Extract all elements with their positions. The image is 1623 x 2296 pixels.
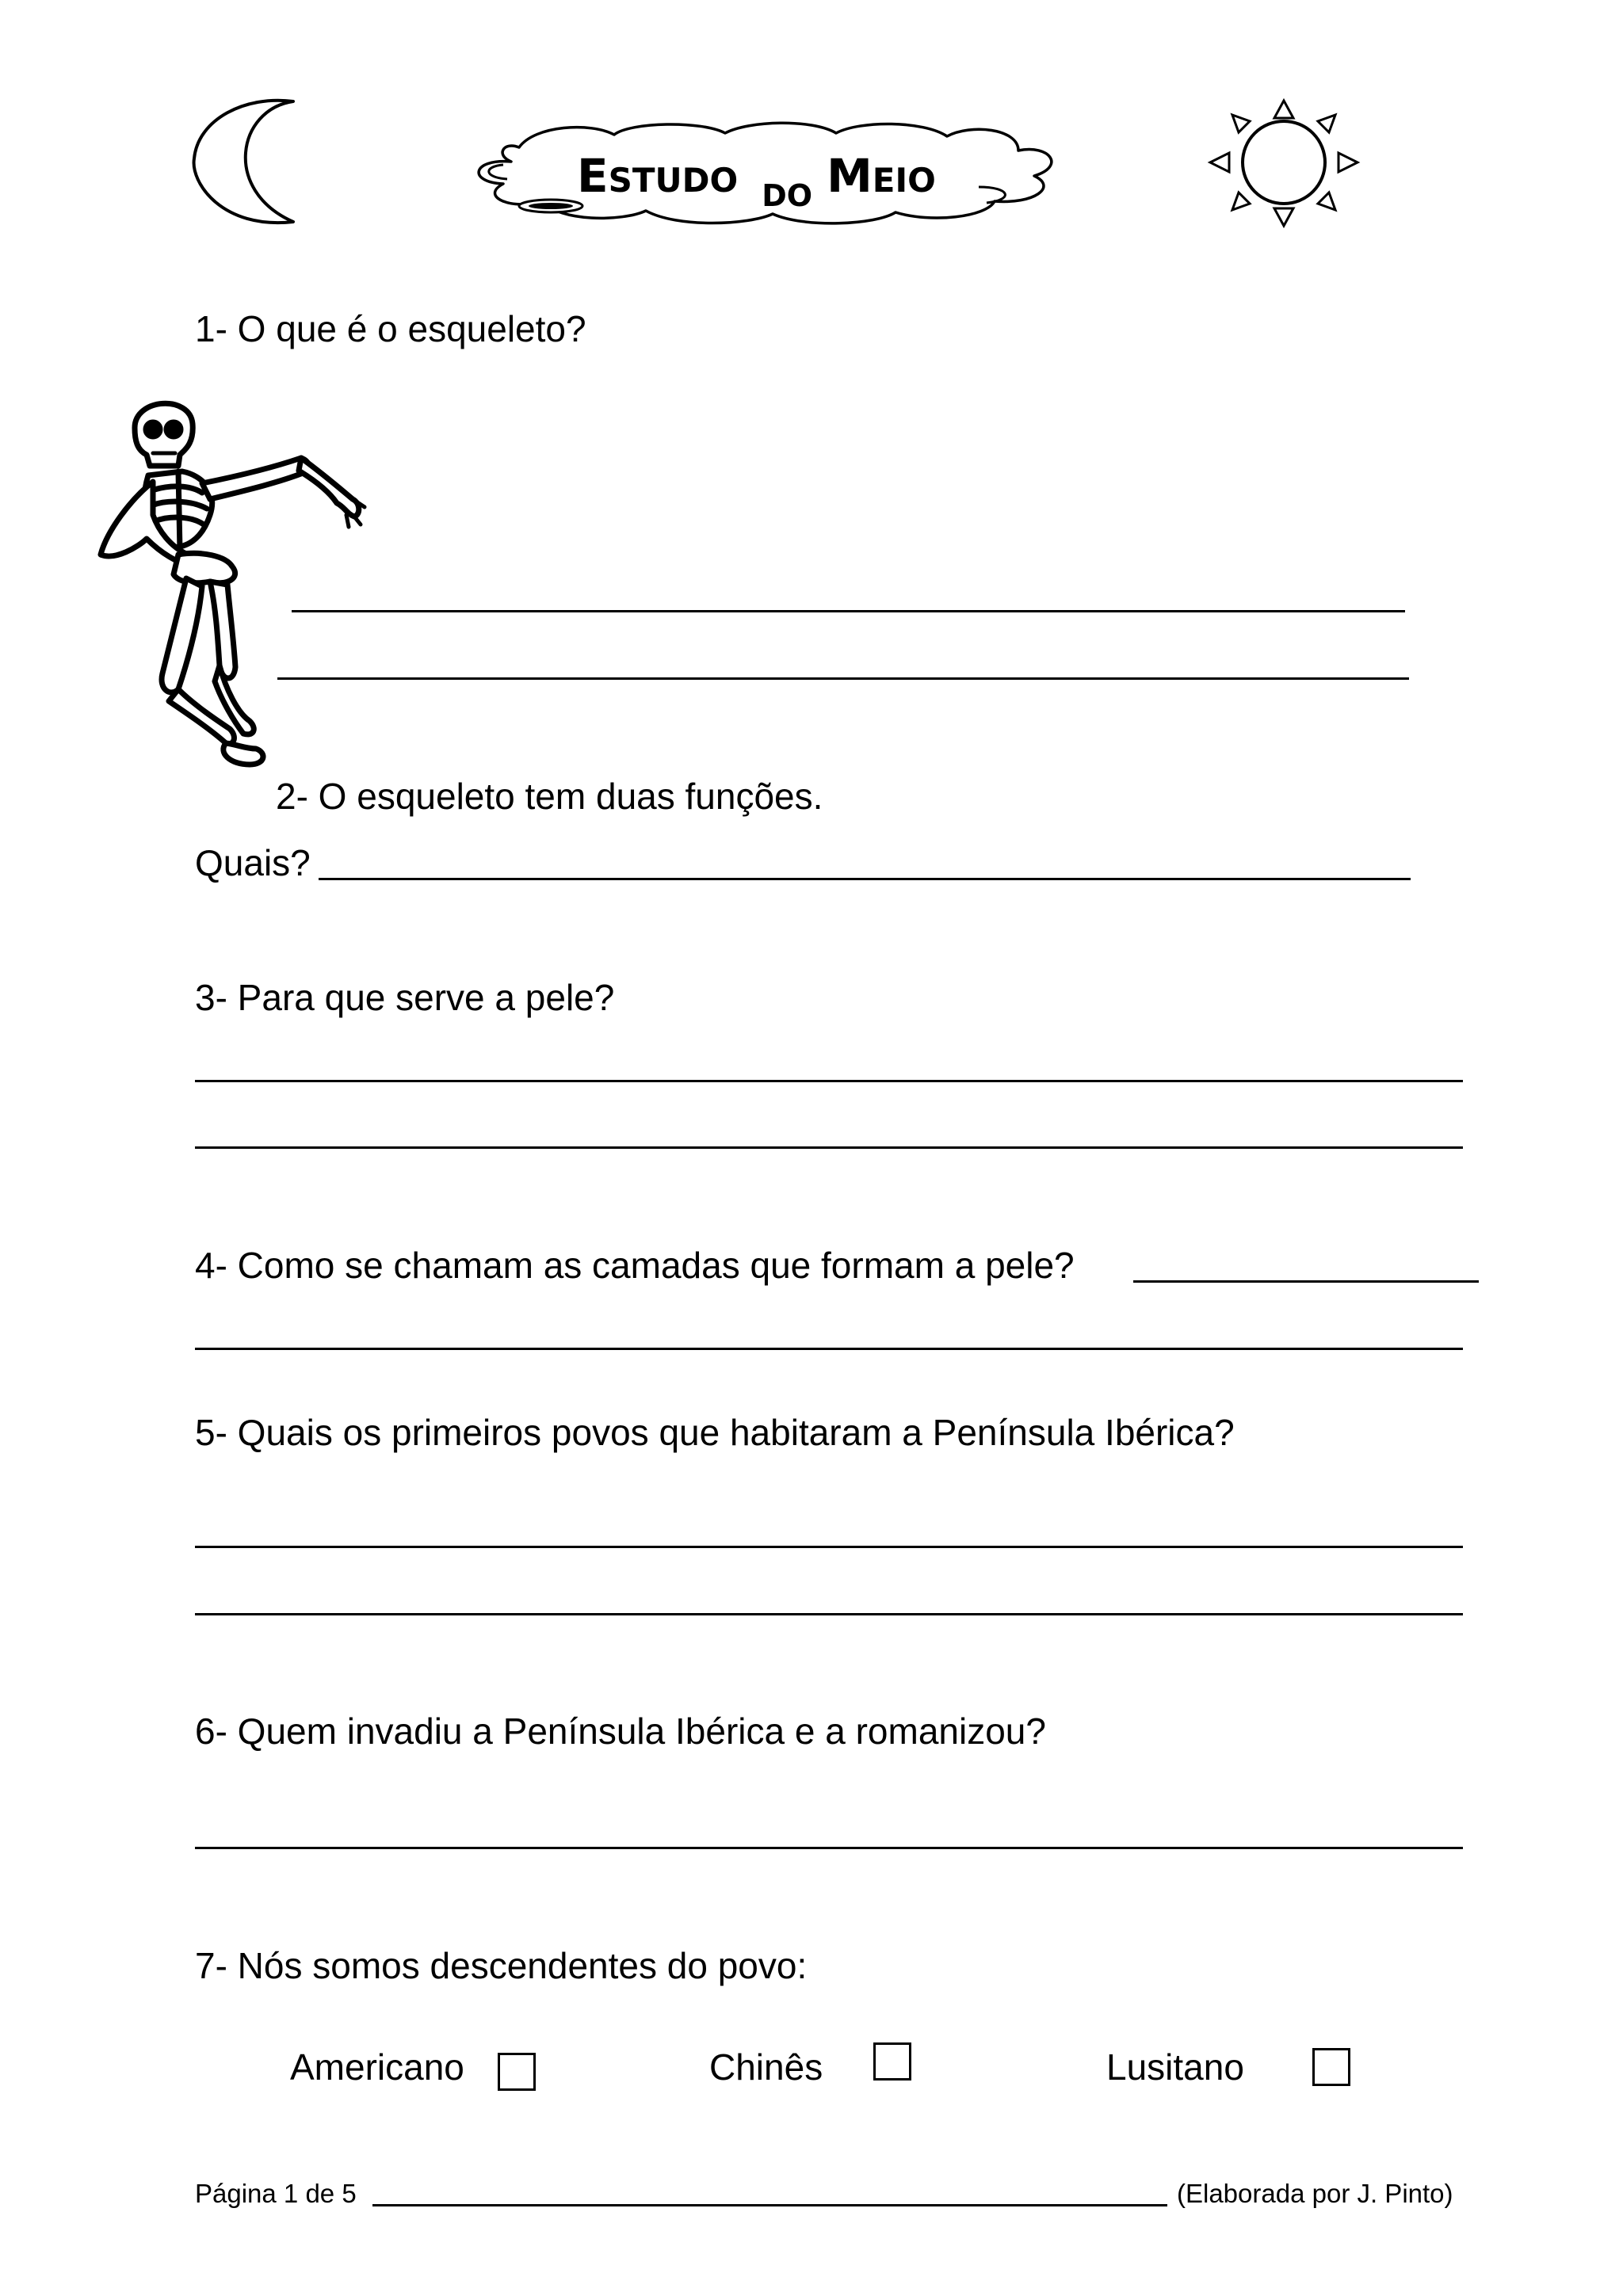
sun-icon — [1209, 99, 1359, 234]
title-m: M — [827, 149, 873, 203]
title-studo: STUDO — [608, 161, 739, 200]
title-do: DO — [762, 178, 813, 213]
title-e: E — [577, 149, 609, 203]
question-3: 3- Para que serve a pele? — [195, 977, 615, 1018]
footer-line — [372, 2204, 1167, 2206]
answer-line-5a[interactable] — [195, 1546, 1463, 1548]
question-7: 7- Nós somos descendentes do povo: — [195, 1945, 808, 1986]
question-6: 6- Quem invadiu a Península Ibérica e a romanizou? — [195, 1711, 1046, 1752]
answer-line-4b[interactable] — [195, 1348, 1463, 1350]
page-title — [577, 149, 936, 212]
checkbox-chines[interactable] — [873, 2042, 911, 2081]
option-label-chines: Chinês — [709, 2046, 823, 2088]
answer-line-1a[interactable] — [292, 610, 1405, 612]
title-eio: EIO — [872, 161, 936, 200]
answer-line-3a[interactable] — [195, 1080, 1463, 1082]
answer-line-6[interactable] — [195, 1847, 1463, 1849]
option-label-americano: Americano — [290, 2046, 464, 2088]
question-2: 2- O esqueleto tem duas funções. — [276, 776, 823, 817]
answer-line-5b[interactable] — [195, 1613, 1463, 1615]
answer-line-1b[interactable] — [277, 677, 1409, 680]
answer-line-3b[interactable] — [195, 1146, 1463, 1149]
question-4: 4- Como se chamam as camadas que formam a pele? — [195, 1245, 1075, 1286]
checkbox-americano[interactable] — [498, 2053, 536, 2091]
answer-line-2[interactable] — [319, 878, 1411, 880]
option-label-lusitano: Lusitano — [1106, 2046, 1244, 2088]
footer-page-number: Página 1 de 5 — [195, 2179, 357, 2208]
skeleton-illustration — [91, 388, 376, 784]
answer-line-4a[interactable] — [1133, 1280, 1479, 1283]
question-2-label: Quais? — [195, 842, 311, 883]
question-5: 5- Quais os primeiros povos que habitaram a Península Ibérica? — [195, 1412, 1235, 1453]
question-1: 1- O que é o esqueleto? — [195, 308, 586, 349]
checkbox-lusitano[interactable] — [1312, 2048, 1350, 2086]
footer-author: (Elaborada por J. Pinto) — [1177, 2179, 1453, 2208]
moon-icon — [190, 95, 301, 230]
